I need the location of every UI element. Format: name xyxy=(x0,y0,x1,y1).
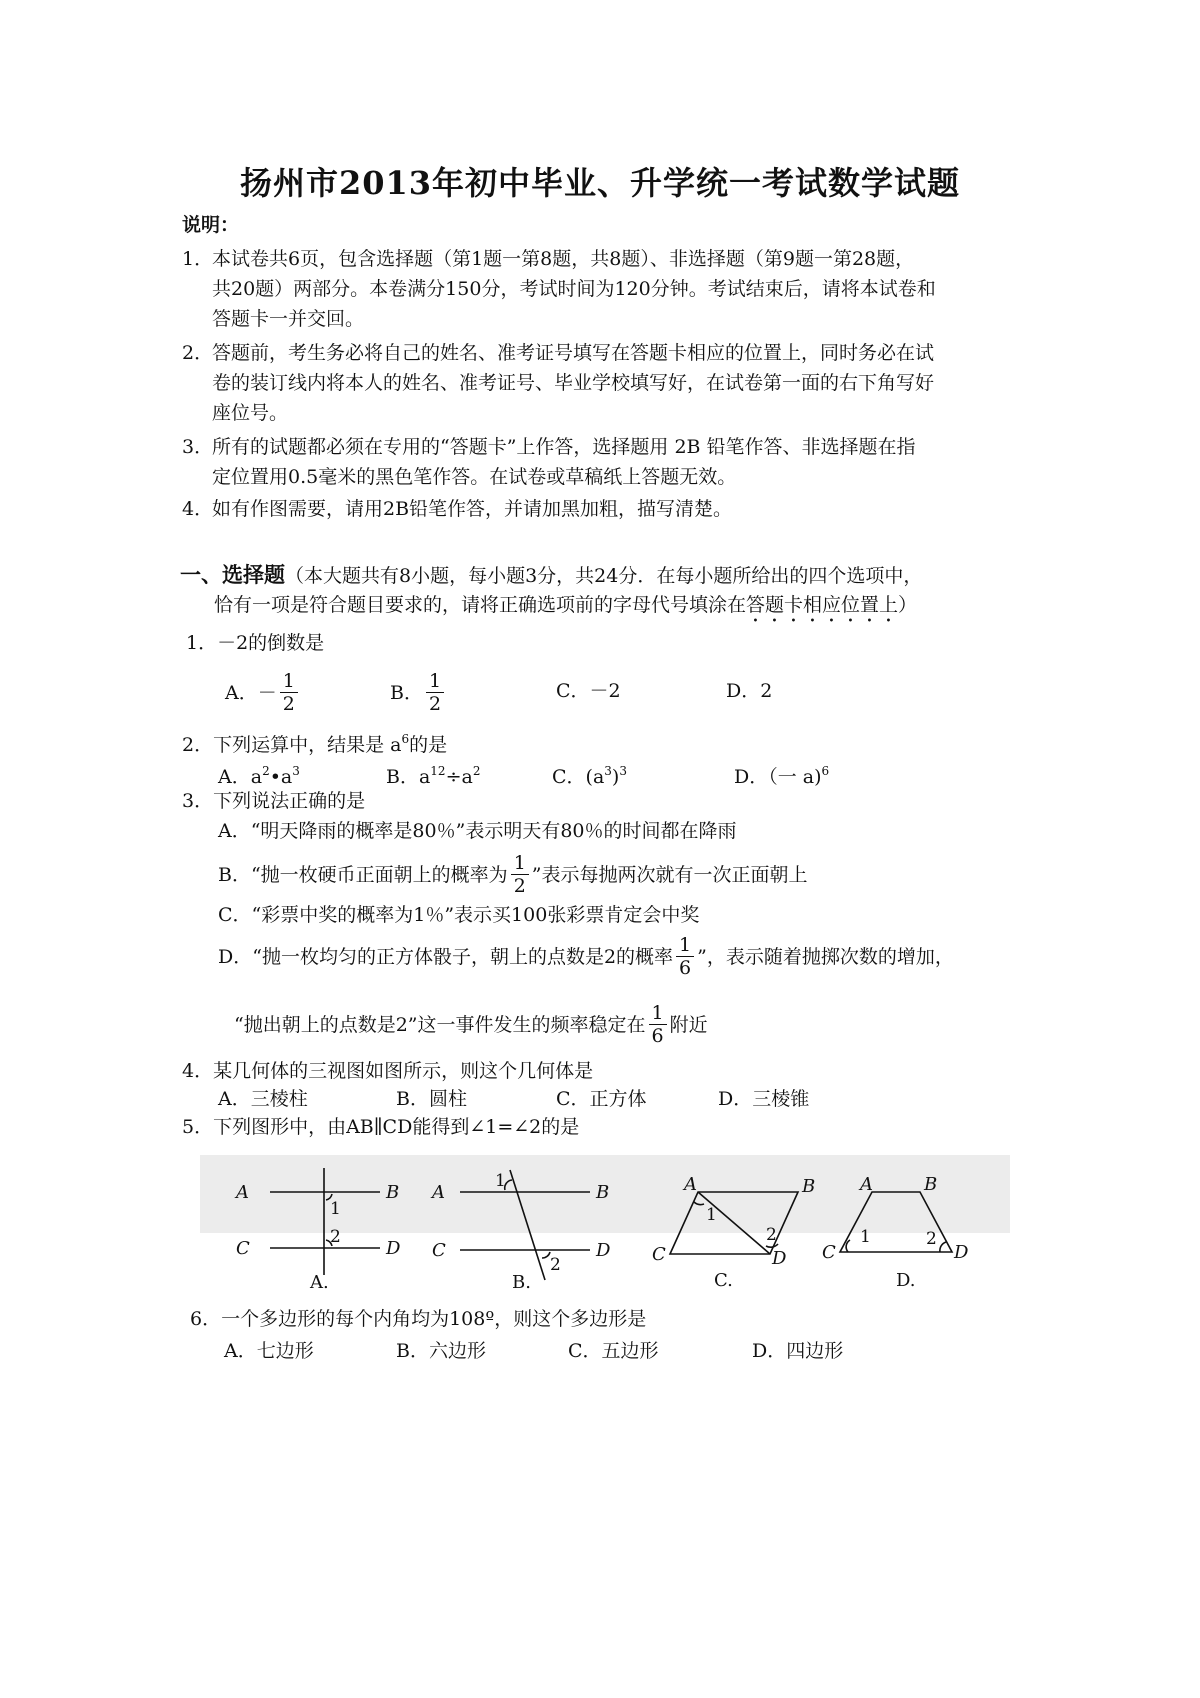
q3-option-c: C．“彩票中奖的概率为1％”表示买100张彩票肯定会中奖 xyxy=(218,904,700,926)
instruction-2-line-1: 答题前，考生务必将自己的姓名、准考证号填写在答题卡相应的位置上，同时务必在试 xyxy=(212,342,935,364)
fig-a-label-d: D xyxy=(386,1238,401,1259)
q4-option-c: C．正方体 xyxy=(556,1088,647,1110)
instruction-4-line-1: 如有作图需要，请用2B铅笔作答，并请加黑加粗，描写清楚。 xyxy=(212,498,733,520)
instruction-3-line-1: 所有的试题都必须在专用的“答题卡”上作答，选择题用 2B 铅笔作答、非选择题在指 xyxy=(212,436,916,458)
instruction-2-num: 2． xyxy=(182,342,214,364)
q3-option-d-cont xyxy=(234,1002,708,1047)
q2-a-sup1: 2 xyxy=(262,764,270,778)
fig-c-angle2-label: 2 xyxy=(766,1225,777,1245)
q3-b-den: 2 xyxy=(513,875,526,897)
q3-b-pre: B．“抛一枚硬币正面朝上的概率为 xyxy=(218,863,508,886)
fig-c-label-d: D xyxy=(772,1248,787,1269)
fig-b-angle1-label: 1 xyxy=(495,1171,506,1191)
instruction-2-line-3: 座位号。 xyxy=(212,402,289,424)
section1-desc-1: （本大题共有8小题，每小题3分，共24分．在每小题所给出的四个选项中， xyxy=(285,565,923,587)
q2-option-d xyxy=(734,756,829,792)
q2-b-sup1: 12 xyxy=(430,764,446,778)
q6-stem: 6．一个多边形的每个内角均为108º，则这个多边形是 xyxy=(190,1308,647,1330)
q3-b-fraction xyxy=(511,852,529,897)
fig-b-caption: B. xyxy=(512,1272,531,1290)
q2-d-pre: D．（一 a) xyxy=(734,766,822,788)
fig-d-label-d: D xyxy=(954,1242,969,1263)
q4-option-b: B．圆柱 xyxy=(396,1088,467,1110)
q2-d-sup: 6 xyxy=(821,764,830,778)
q3-option-d xyxy=(218,934,954,979)
q3-b-num: 1 xyxy=(511,852,529,875)
q2-stem-sup: 6 xyxy=(401,732,410,746)
fig-a-label-a: A xyxy=(236,1182,249,1203)
q6-option-c: C．五边形 xyxy=(568,1340,659,1362)
q4-option-a: A．三棱柱 xyxy=(218,1088,308,1110)
q2-a-pre: A．a xyxy=(218,766,263,788)
q3-d2-num: 1 xyxy=(649,1002,667,1025)
q1-option-b xyxy=(390,670,447,715)
fig-c-label-a: A xyxy=(684,1174,697,1195)
q2-a-mid: •a xyxy=(269,766,293,788)
q3-d2-den: 6 xyxy=(651,1025,664,1047)
section1-header xyxy=(180,560,922,591)
q5-figures xyxy=(200,1150,1020,1290)
fig-c-caption: C. xyxy=(714,1270,733,1290)
fig-d-label-b: B xyxy=(924,1174,938,1195)
q2-c-pre: C．(a xyxy=(552,766,605,788)
instruction-1-line-2: 共20题）两部分。本卷满分150分，考试时间为120分钟。考试结束后，请将本试卷和 xyxy=(212,278,936,300)
q3-d-fraction xyxy=(676,934,694,979)
fig-a-angle2-label: 2 xyxy=(330,1227,341,1247)
q1-option-c: C．－2 xyxy=(556,680,621,702)
fig-a-label-b: B xyxy=(386,1182,400,1203)
q2-b-pre: B．a xyxy=(386,766,431,788)
q1-option-d: D．2 xyxy=(726,680,773,702)
section1-heading: 一、选择题 xyxy=(180,562,285,587)
q1-a-den: 2 xyxy=(282,693,295,715)
q1-b-num: 1 xyxy=(426,670,444,693)
instructions-heading: 说明： xyxy=(182,214,240,236)
q2-c-mid: ) xyxy=(611,766,620,788)
fig-c-angle1-arc xyxy=(694,1202,704,1205)
q3-d-pre: D．“抛一枚均匀的正方体骰子，朝上的点数是2的概率 xyxy=(218,945,674,968)
fig-c-angle1-label: 1 xyxy=(706,1205,717,1225)
fig-d-angle1-arc xyxy=(846,1240,850,1252)
fig-d-label-c: C xyxy=(822,1242,836,1263)
instruction-3-num: 3． xyxy=(182,436,214,458)
instruction-2-line-2: 卷的装订线内将本人的姓名、准考证号、毕业学校填写好，在试卷第一面的右下角写好 xyxy=(212,372,935,394)
q2-option-c xyxy=(552,756,627,792)
q4-stem: 4．某几何体的三视图如图所示，则这个几何体是 xyxy=(182,1060,594,1082)
instruction-1-num: 1． xyxy=(182,248,214,270)
q2-stem-post: 的是 xyxy=(409,734,448,756)
q3-option-b xyxy=(218,852,808,897)
instruction-1-line-3: 答题卡一并交回。 xyxy=(212,308,365,330)
q6-option-a: A．七边形 xyxy=(224,1340,314,1362)
q1-b-label: B． xyxy=(390,681,423,704)
instruction-4-num: 4． xyxy=(182,498,214,520)
q3-d2-post: 附近 xyxy=(669,1013,708,1036)
q3-d2-pre: “抛出朝上的点数是2”这一事件发生的频率稳定在 xyxy=(234,1013,646,1036)
fig-c-label-c: C xyxy=(652,1244,666,1265)
q5-stem: 5．下列图形中，由AB∥CD能得到∠1=∠2的是 xyxy=(182,1116,580,1138)
fig-b-label-a: A xyxy=(432,1182,445,1203)
q3-d-num: 1 xyxy=(676,934,694,957)
fig-b-label-d: D xyxy=(596,1240,611,1261)
q6-option-b: B．六边形 xyxy=(396,1340,486,1362)
q4-option-d: D．三棱锥 xyxy=(718,1088,810,1110)
section1-desc-2-pre: 恰有一项是符合题目要求的，请将正确选项前的字母代号填涂在 xyxy=(214,594,747,616)
q3-d-den: 6 xyxy=(679,957,692,979)
q2-a-sup2: 3 xyxy=(292,764,300,778)
fig-a-label-c: C xyxy=(236,1238,250,1259)
instruction-1-line-1: 本试卷共6页，包含选择题（第1题一第8题，共8题）、非选择题（第9题一第28题， xyxy=(212,248,915,270)
fig-d-angle2-arc xyxy=(940,1242,946,1252)
q2-stem xyxy=(182,724,447,760)
fig-b-label-c: C xyxy=(432,1240,446,1261)
q1-b-den: 2 xyxy=(428,693,442,715)
q3-d2-fraction xyxy=(649,1002,667,1047)
q2-b-mid: ÷a xyxy=(445,766,473,788)
page-title: 扬州市2013年初中毕业、升学统一考试数学试题 xyxy=(239,164,961,202)
fig-d-label-a: A xyxy=(860,1174,873,1195)
q1-a-num: 1 xyxy=(280,670,298,693)
fig-a-caption: A. xyxy=(310,1272,329,1290)
fig-a-angle1-label: 1 xyxy=(330,1199,341,1219)
q3-option-a: A．“明天降雨的概率是80％”表示明天有80％的时间都在降雨 xyxy=(218,820,737,842)
q1-a-fraction xyxy=(280,670,298,715)
fig-b-label-b: B xyxy=(596,1182,610,1203)
q2-b-sup2: 2 xyxy=(472,764,481,778)
instruction-3-line-2: 定位置用0.5毫米的黑色笔作答。在试卷或草稿纸上答题无效。 xyxy=(212,466,737,488)
q1-option-a xyxy=(225,670,301,715)
q3-stem: 3．下列说法正确的是 xyxy=(182,790,366,812)
fig-b-transversal xyxy=(510,1170,545,1280)
section1-desc-line2 xyxy=(214,590,917,627)
fig-d-caption: D. xyxy=(896,1270,916,1290)
section1-desc-2-dotted: 答题卡相应位置上 xyxy=(746,594,899,616)
fig-d-angle1-label: 1 xyxy=(860,1227,871,1247)
q3-d-post: ”，表示随着抛掷次数的增加， xyxy=(697,945,954,968)
fig-b-angle2-arc xyxy=(542,1252,550,1258)
fig-d-angle2-label: 2 xyxy=(926,1229,937,1249)
q2-option-b xyxy=(386,756,480,792)
q3-b-post: ”表示每抛两次就有一次正面朝上 xyxy=(531,863,808,886)
q1-a-label: A．－ xyxy=(225,681,277,704)
q1-stem: 1．－2的倒数是 xyxy=(186,632,325,654)
q2-c-sup1: 3 xyxy=(604,764,612,778)
q6-option-d: D．四边形 xyxy=(752,1340,844,1362)
fig-b-angle2-label: 2 xyxy=(550,1255,561,1275)
q2-stem-pre: 2．下列运算中，结果是 a xyxy=(182,734,402,756)
q2-c-sup2: 3 xyxy=(619,764,627,778)
q1-b-fraction xyxy=(426,670,444,715)
fig-c-label-b: B xyxy=(802,1176,816,1197)
section1-desc-2-post: ） xyxy=(898,594,918,616)
